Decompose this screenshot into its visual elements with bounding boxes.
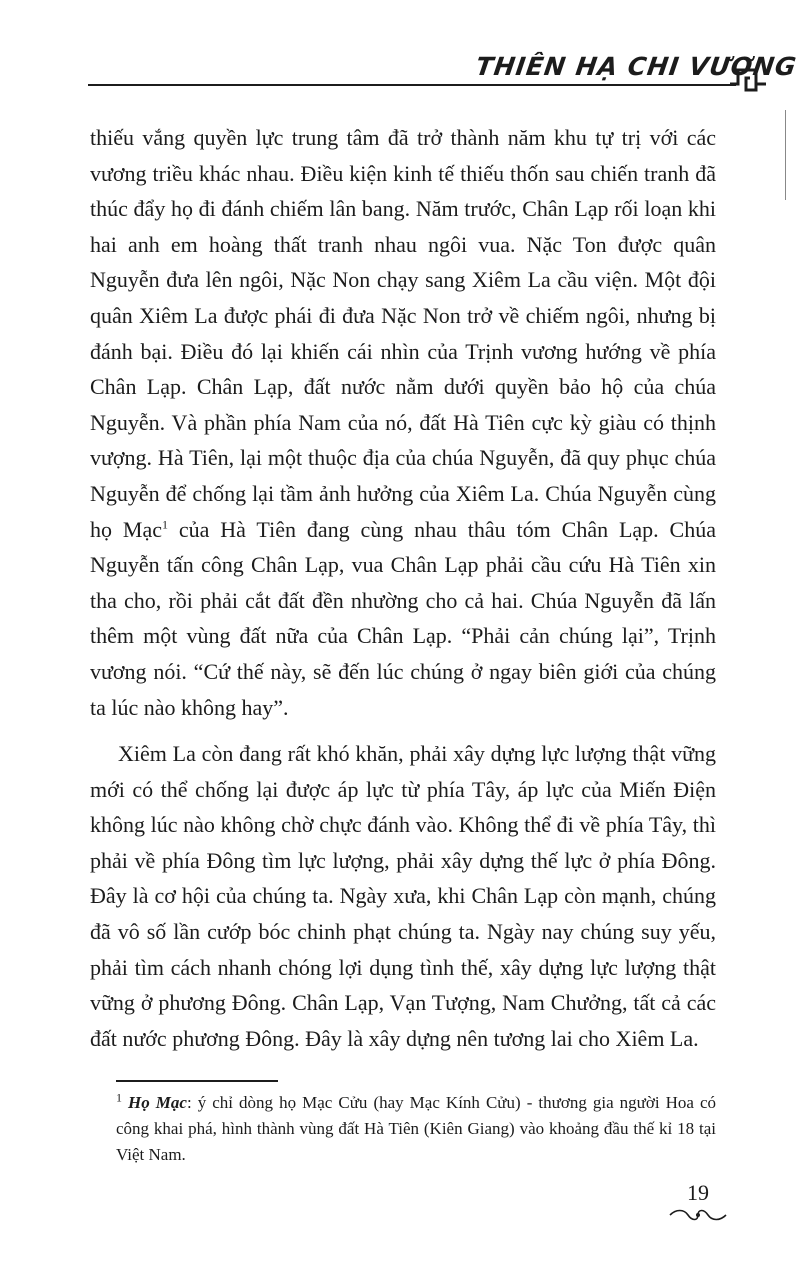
footnote-text: : ý chỉ dòng họ Mạc Cửu (hay Mạc Kính Cửu) - thương gia người Hoa có công khai phá, hình thành vùng đất Hà Tiên (Kiên Giang) vào khoảng đầu thế kỉ 18 tại Việt Nam.: [116, 1093, 717, 1164]
footnote-separator: [116, 1080, 278, 1082]
footnote-label: Họ Mạc: [128, 1093, 187, 1112]
page-number: 19: [687, 1180, 709, 1205]
header-rule: [88, 84, 736, 86]
footnote-reference: 1: [161, 517, 168, 532]
paragraph-2: Xiêm La còn đang rất khó khăn, phải xây dựng lực lượng thật vững mới có thể chống lại được áp lực từ phía Tây, áp lực của Miến Điện không lúc nào không chờ chực đánh vào. Không thể đi về phía Tây, thì phải về phía Đông tìm lực lượng, phải xây dựng thế lực ở phía Đông. Đây là cơ hội của chúng ta. Ngày xưa, khi Chân Lạp còn mạnh, chúng đã vô số lần cướp bóc chinh phạt chúng ta. Ngày nay chúng suy yếu, phải tìm cách nhanh chóng lợi dụng tình thế, xây dựng lực lượng thật vững ở phương Đông. Chân Lạp, Vạn Tượng, Nam Chưởng, tất cả các đất nước phương Đông. Đây là xây dựng nên tương lai cho Xiêm La.: [90, 741, 716, 1051]
header-ornament-icon: [728, 62, 768, 98]
footnote: [116, 1090, 716, 1168]
flourish-icon: [666, 1207, 730, 1223]
running-header-title: THIÊN HẠ CHI VƯƠNG: [468, 52, 744, 81]
footnote-marker: 1: [116, 1090, 122, 1105]
main-text: [90, 120, 716, 1056]
paragraph-1: thiếu vắng quyền lực trung tâm đã trở thành năm khu tự trị với các vương triều khác nhau. Điều kiện kinh tế thiếu thốn sau chiến tranh đã thúc đẩy họ đi đánh chiếm lân bang. Năm trước, Chân Lạp rối loạn khi hai anh em hoàng thất tranh nhau ngôi vua. Nặc Ton được quân Nguyễn đưa lên ngôi, Nặc Non chạy sang Xiêm La cầu viện. Một đội quân Xiêm La được phái đi đưa Nặc Non trở về chiếm ngôi, nhưng bị đánh bại. Điều đó lại khiến cái nhìn của Trịnh vương hướng về phía Chân Lạp. Chân Lạp, đất nước nằm dưới quyền bảo hộ của chúa Nguyễn. Và phần phía Nam của nó, đất Hà Tiên cực kỳ giàu có thịnh vượng. Hà Tiên, lại một thuộc địa của chúa Nguyễn, đã quy phục chúa Nguyễn để chống lại tầm ảnh hưởng của Xiêm La. Chúa Nguyễn cùng họ Mạc$^1$ của Hà Tiên đang cùng nhau thâu tóm Chân Lạp. Chúa Nguyễn tấn công Chân Lạp, vua Chân Lạp phải cầu cứu Hà Tiên xin tha cho, rồi phải cắt đất đền nhường cho cả hai. Chúa Nguyễn đã lấn thêm một vùng đất nữa của Chân Lạp. “Phải cản chúng lại”, Trịnh vương nói. “Cứ thế này, sẽ đến lúc chúng ở ngay biên giới của chúng ta lúc nào không hay”.: [90, 125, 716, 720]
page-edge-rule: [785, 110, 786, 200]
